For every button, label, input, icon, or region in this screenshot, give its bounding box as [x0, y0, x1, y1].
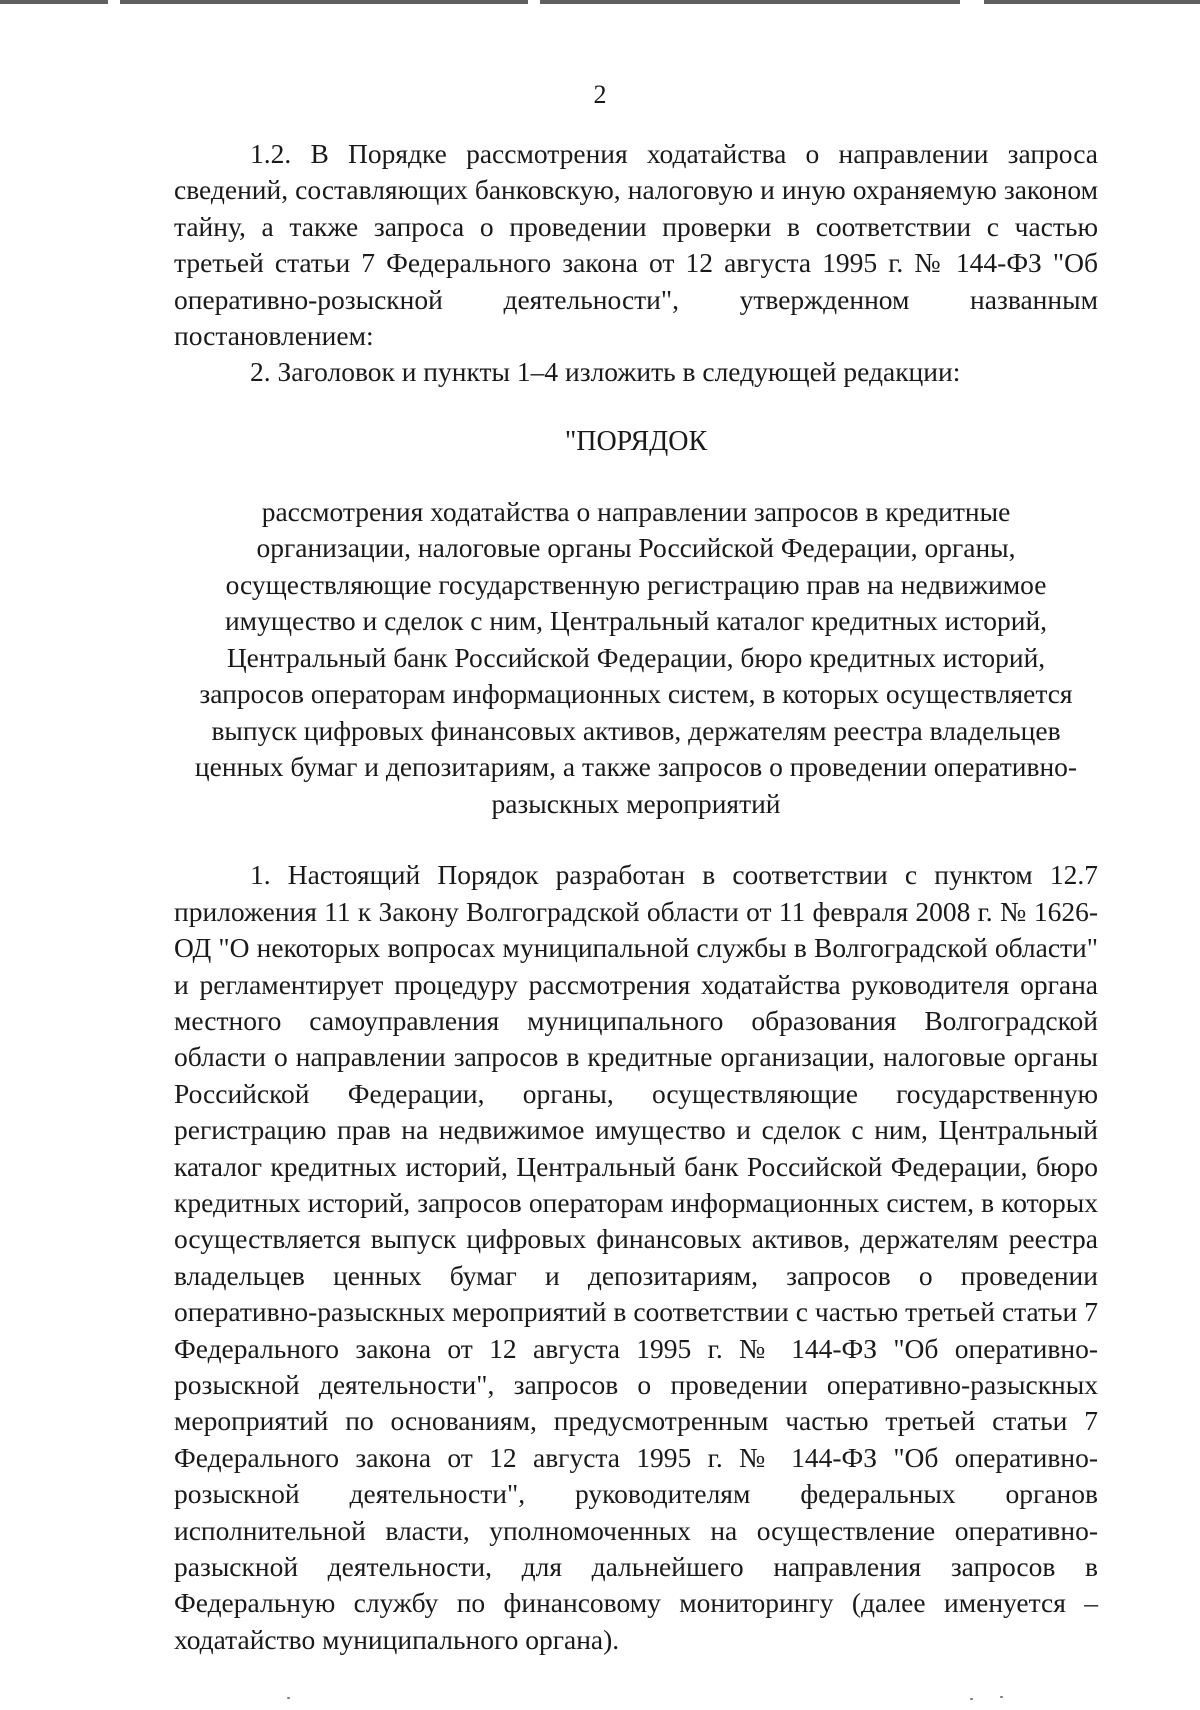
page-number: 2	[593, 80, 607, 109]
document-body	[174, 136, 1098, 1658]
scan-speck	[287, 1697, 290, 1699]
amendment-paragraph-2: 2. Заголовок и пункты 1–4 изложить в следующей редакции:	[250, 356, 961, 388]
scan-speck	[1000, 1696, 1003, 1698]
scan-speck	[970, 1698, 973, 1700]
amendment-paragraph-1-2: 1.2. В Порядке рассмотрения ходатайства о направлении запроса сведений, составляющих банковскую, налоговую и иную охраняемую законом тайну, а также запроса о проведении проверки в соответствии с частью третьей статьи 7 Федерального закона от 12 августа 1995 г. № 144-ФЗ "Об оперативно-розыскной деятельности", утвержденном названным постановлением:	[174, 138, 1098, 352]
document-title: "ПОРЯДОК	[564, 425, 708, 457]
procedure-paragraph-1: 1. Настоящий Порядок разработан в соответствии с пунктом 12.7 приложения 11 к Закону Волгоградской области от 11 февраля 2008 г. № 1626-ОД "О некоторых вопросах муниципальной службы в Волгоградской области" и регламентирует процедуру рассмотрения ходатайства руководителя органа местного самоуправления муниципального образования Волгоградской области о направлении запросов в кредитные организации, налоговые органы Российской Федерации, органы, осуществляющие государственную регистрацию прав на недвижимое имущество и сделок с ним, Центральный каталог кредитных историй, Центральный банк Российской Федерации, бюро кредитных историй, запросов операторам информационных систем, в которых осуществляется выпуск цифровых финансовых активов, держателям реестра владельцев ценных бумаг и депозитариям, запросов о проведении оперативно-разыскных мероприятий в соответствии с частью третьей статьи 7 Федерального закона от 12 августа 1995 г. № 144-ФЗ "Об оперативно-розыскной деятельности", запросов о проведении оперативно-разыскных мероприятий по основаниям, предусмотренным частью третьей статьи 7 Федерального закона от 12 августа 1995 г. № 144-ФЗ "Об оперативно-розыскной деятельности", руководителям федеральных органов исполнительной власти, уполномоченных на осуществление оперативно-разыскной деятельности, для дальнейшего направления запросов в Федеральную службу по финансовому мониторингу (далее именуется – ходатайство муниципального органа).	[174, 859, 1098, 1655]
scan-top-edge	[0, 0, 1200, 4]
document-subtitle: рассмотрения ходатайства о направлении запросов в кредитные организации, налоговые органы Российской Федерации, органы, осуществляющие государственную регистрацию прав на недвижимое имущество и сделок с ним, Центральный каталог кредитных историй, Центральный банк Российской Федерации, бюро кредитных историй, запросов операторам информационных систем, в которых осуществляется выпуск цифровых финансовых активов, держателям реестра владельцев ценных бумаг и депозитариям, а также запросов о проведении оперативно-разыскных мероприятий	[194, 495, 1078, 819]
